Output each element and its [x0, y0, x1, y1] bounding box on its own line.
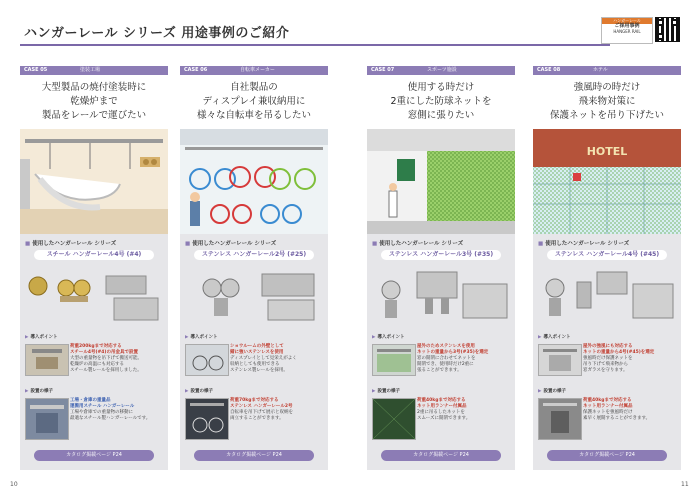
product-name: ステンレス ハンガーレール3号 (#35): [381, 250, 501, 260]
factory-illustration: [20, 129, 168, 234]
case-headline: 強風時の時だけ 飛来物対策に 保護ネットを吊り下げたい: [533, 75, 681, 129]
install-label: ▶ 設置の様子: [372, 388, 400, 394]
badge-line3: HANGER RAIL: [613, 29, 641, 34]
used-series-label: ■ 使用したハンガーレール シリーズ: [25, 239, 116, 247]
case-industry: スポーツ施設: [427, 67, 457, 73]
point-text: 屋外の強風にも対応する ネットの重量から4号(#45)を選定 強風時だけ保護ネットを 吊り下げて飛来物から 窓ガラスを守ります。: [583, 344, 655, 373]
catalog-page-button[interactable]: カタログ掲載ページ P24: [547, 450, 667, 461]
product-image: [537, 264, 677, 330]
page-title: ハンガーレール シリーズ 用途事例のご紹介: [24, 26, 290, 41]
page-number-right: 11: [681, 481, 689, 488]
install-text: 荷重40kgまで対応する ネット用ランナー付属品 保護ネットを強風時だけ 素早く展開することができます。: [583, 398, 651, 421]
page-header: [0, 0, 700, 48]
point-photo: [538, 344, 582, 376]
case-industry: 自転車メーカー: [240, 67, 275, 73]
install-label: ▶ 設置の様子: [538, 388, 566, 394]
hotel-net-illustration: [533, 129, 681, 234]
case-tag: [180, 66, 328, 75]
point-photo: [185, 344, 229, 376]
used-series-label: ■ 使用したハンガーレール シリーズ: [185, 239, 276, 247]
case-number: CASE 06: [184, 67, 208, 73]
page-number-left: 10: [10, 481, 18, 488]
point-text: ショウルームの外壁として 錆に強いステンレスを使用 ディスプレイとして見栄えがよく 収納としても使用できる ステンレス製レールを採用。: [230, 344, 297, 373]
case-card-06: [180, 66, 328, 470]
hotel-sign: HOTEL: [586, 145, 628, 158]
used-series-label: ■ 使用したハンガーレール シリーズ: [538, 239, 629, 247]
case-card-07: [367, 66, 515, 470]
case-tag: [367, 66, 515, 75]
case-headline: 使用する時だけ 2重にした防球ネットを 窓側に張りたい: [367, 75, 515, 129]
install-text: 工場・倉庫の重量品 運搬用スチール ハンガーレール 工場や倉庫での重量物の移動に 最適なスチール製ハンガーレールです。: [70, 398, 151, 421]
used-series-label: ■ 使用したハンガーレール シリーズ: [372, 239, 463, 247]
case-industry: ホテル: [593, 67, 608, 73]
point-photo: [25, 344, 69, 376]
product-image: [371, 264, 511, 330]
install-label: ▶ 設置の様子: [185, 388, 213, 394]
install-label: ▶ 設置の様子: [25, 388, 53, 394]
promo-badge[interactable]: [601, 17, 653, 44]
product-image: [184, 264, 324, 330]
bicycle-display-illustration: [180, 129, 328, 234]
install-photo: [538, 398, 582, 440]
qr-code-icon[interactable]: [655, 17, 680, 42]
case-industry: 塗装工場: [80, 67, 101, 73]
install-text: 荷重40kgまで対応する ネット用ランナー付属品 2重に吊るしたネットを スムーズに開閉できます。: [417, 398, 471, 421]
case-headline: 大型製品の焼付塗装時に 乾燥炉まで 製品をレールで運びたい: [20, 75, 168, 129]
point-text: 屋外のためステンレスを使用 ネットの重量から3号(#35)を選定 窓の開閉に合わせてネットを 開閉でき、使用時だけ2重に 張ることができます。: [417, 344, 489, 373]
point-text: 荷重200kgまで対応する スチール4号(#4)の吊金具で設置 大型の重量物を吊下げて搬送可能。 乾燥炉の高温にも対応する スチール製レールを採用しました。: [70, 344, 142, 373]
install-photo: [372, 398, 416, 440]
product-name: スチール ハンガーレール4号 (#4): [34, 250, 154, 260]
install-photo: [185, 398, 229, 440]
install-text: 荷重70kgまで対応する ステンレス ハンガーレール2号 自転車を吊下げて展示と収納を 両立することができます。: [230, 398, 293, 421]
catalog-page-button[interactable]: カタログ掲載ページ P24: [381, 450, 501, 461]
case-card-05: [20, 66, 168, 470]
point-label: ▶ 導入ポイント: [185, 334, 217, 340]
sports-net-illustration: [367, 129, 515, 234]
point-photo: [372, 344, 416, 376]
catalog-page-button[interactable]: カタログ掲載ページ P24: [194, 450, 314, 461]
product-image: [24, 264, 164, 330]
badge-line2: ご採用事例: [614, 23, 640, 29]
badge-line1: ハンガーレール: [602, 18, 652, 24]
case-card-08: [533, 66, 681, 470]
install-photo: [25, 398, 69, 440]
case-number: CASE 07: [371, 67, 395, 73]
case-tag: [20, 66, 168, 75]
case-tag: [533, 66, 681, 75]
case-number: CASE 05: [24, 67, 48, 73]
case-number: CASE 08: [537, 67, 561, 73]
point-label: ▶ 導入ポイント: [372, 334, 404, 340]
product-name: ステンレス ハンガーレール4号 (#45): [547, 250, 667, 260]
point-label: ▶ 導入ポイント: [25, 334, 57, 340]
point-label: ▶ 導入ポイント: [538, 334, 570, 340]
header-divider: [20, 44, 610, 46]
case-headline: 自社製品の ディスプレイ兼収納用に 様々な自転車を吊るしたい: [180, 75, 328, 129]
catalog-page-button[interactable]: カタログ掲載ページ P24: [34, 450, 154, 461]
product-name: ステンレス ハンガーレール2号 (#25): [194, 250, 314, 260]
